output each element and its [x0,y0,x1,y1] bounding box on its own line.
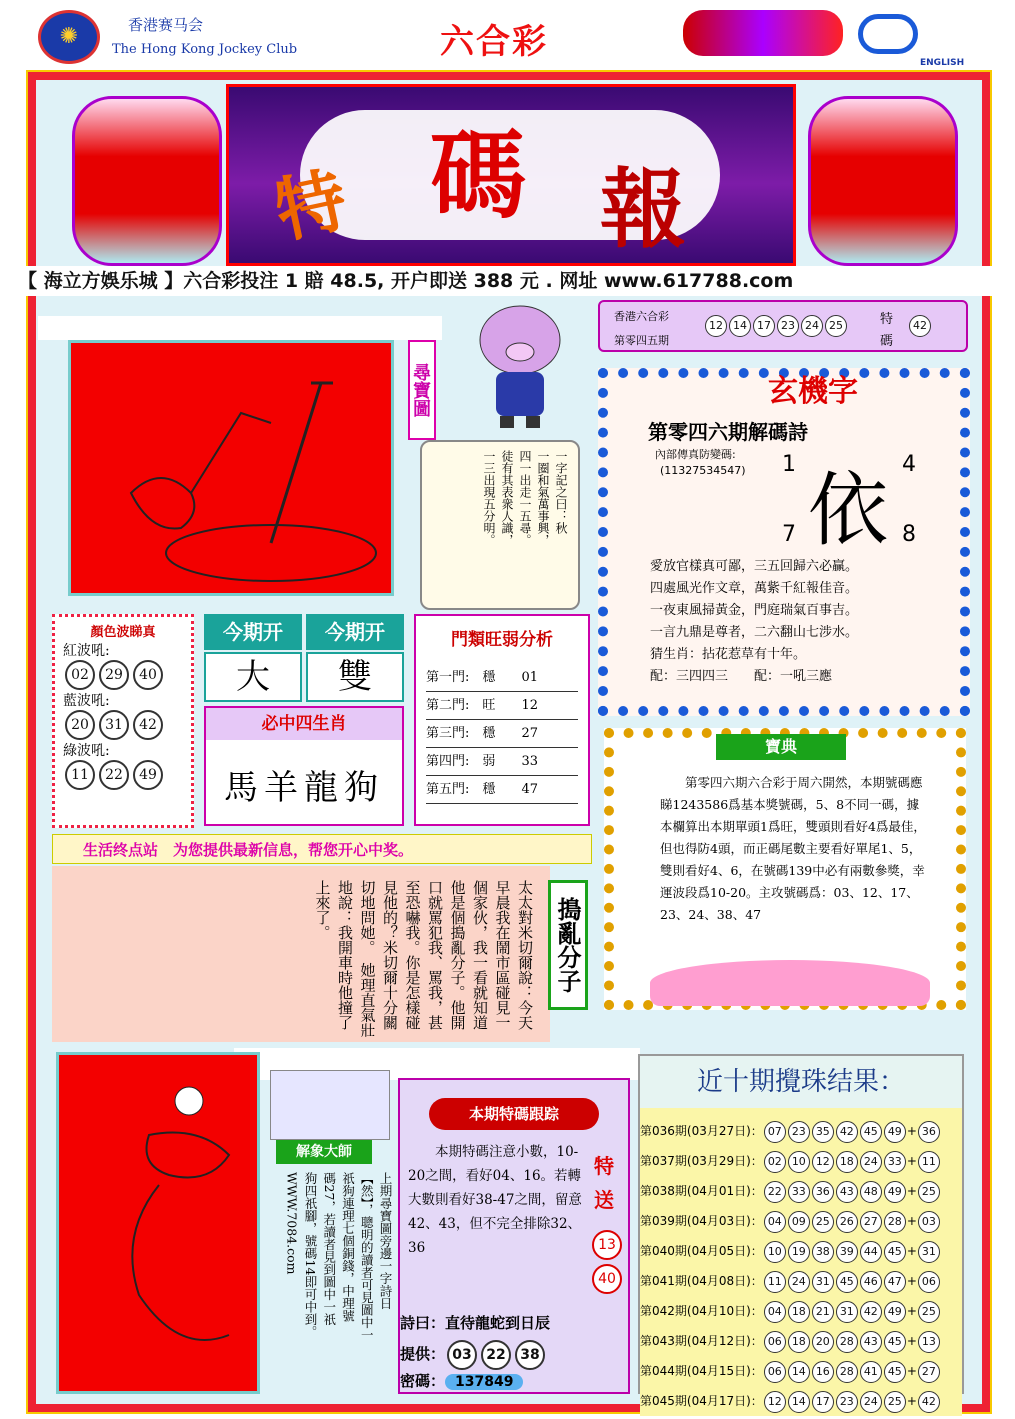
life-col: ：今天早晨我在鬧市 [493,880,534,1030]
recent-ball: 14 [788,1391,810,1413]
recent-row [640,1236,962,1266]
door-state: 穩 [482,670,496,685]
recent-ball: 39 [836,1241,858,1263]
life-side-title: 搗亂分子 [548,880,588,1010]
recent-ball: 02 [764,1151,786,1173]
recent-row [640,1296,962,1326]
recent-ball: 12 [812,1151,834,1173]
wave-label: 綠波吼: [63,743,110,759]
color-wave-panel [52,614,194,828]
life-banner-title: 生活终点站 [83,841,159,859]
recent-ball: 07 [764,1121,786,1143]
tracking-code-row [400,1370,523,1391]
scroll-line: 一圈和氣萬事興， [536,450,550,546]
recent-special-ball: 11 [918,1151,940,1173]
result-ball: 25 [825,315,847,337]
recent-ball: 35 [812,1121,834,1143]
recent-ball: 38 [812,1241,834,1263]
recent-issue: 第040期 [640,1244,687,1258]
recent-ball: 18 [788,1301,810,1323]
today-header-1: 今期开 [204,614,302,650]
treasure-book-title: 寶典 [716,734,846,760]
plus-sign: + [906,1214,917,1228]
lantern-left-icon [72,96,222,266]
mystery-num: 8 [902,522,916,547]
plus-sign: + [906,1304,917,1318]
zodiac-animal: 馬 [224,768,264,808]
zodiac-animal: 龍 [304,768,344,808]
life-col: 他的？米切爾十分關 [381,895,399,1030]
special-label1: 特 [880,312,894,327]
life-banner [52,834,592,864]
jiexiang-col: 祇狗連理七個銅錢，中理號 [340,1172,356,1322]
mystery-num: 7 [782,522,796,547]
recent-ball: 25 [884,1391,906,1413]
zodiac-animal: 羊 [264,768,304,808]
recent-ball: 48 [860,1181,882,1203]
recent-ball: 24 [860,1391,882,1413]
recent-ball: 04 [764,1211,786,1233]
recent-row [640,1176,962,1206]
mystery-poem [650,556,950,688]
plus-sign: + [906,1394,917,1408]
recent-ball: 10 [788,1151,810,1173]
recent-ball: 31 [812,1271,834,1293]
recent-row [640,1386,962,1416]
special-ball [908,314,932,337]
recent-ball: 16 [812,1361,834,1383]
jiexiang-col: 碼27，若讀者見到圖中一祇 [321,1172,337,1326]
recent-ball: 18 [788,1331,810,1353]
color-wave-title: 顏色波睇真 [90,625,156,640]
recent-ball: 11 [764,1271,786,1293]
banner-char-1: 特 [268,157,354,254]
code-value: 137849 [445,1374,523,1390]
plus-sign: + [906,1334,917,1348]
jiexiang-col: 狗四祇腳，號碼14即可中到。 [303,1172,318,1338]
wave-ball: 42 [133,710,163,740]
scroll-line: 一三出現五分明。 [482,450,496,546]
recent-date: (03月29日)： [686,1154,763,1168]
tracking-side-balls [590,1230,624,1294]
recent-ball: 42 [860,1301,882,1323]
door-name: 第五門: [426,782,470,797]
master-book-icon [270,1070,390,1140]
recent-row [640,1266,962,1296]
wave-ball: 40 [133,660,163,690]
recent-date: (04月08日)： [686,1274,763,1288]
recent-issue: 第043期 [640,1334,687,1348]
recent-row [640,1116,962,1146]
recent-issue: 第041期 [640,1274,687,1288]
poem-line: 愛放官樣真可鄙，三五回歸六必贏。 [650,559,859,574]
recent-ball: 17 [812,1391,834,1413]
recent-special-ball: 27 [918,1361,940,1383]
door-num: 33 [521,754,538,769]
recent-special-ball: 25 [918,1301,940,1323]
mystery-title: 玄機字 [768,374,858,409]
provide-label: 提供： [400,1345,446,1363]
recent-ball: 24 [860,1151,882,1173]
recent-ball: 33 [788,1181,810,1203]
recent-row [640,1146,962,1176]
recent-ball: 24 [788,1271,810,1293]
door-state: 穩 [482,726,496,741]
provide-ball: 38 [515,1340,545,1370]
plus-sign: + [906,1364,917,1378]
door-state: 弱 [482,754,496,769]
recent-ball: 31 [836,1301,858,1323]
today-value-1: 大 [204,652,302,702]
club-name-cn: 香港赛马会 [128,16,204,34]
recent-ball: 49 [884,1121,906,1143]
door-state: 穩 [482,782,496,797]
zodiac-panel [204,706,404,826]
zodiac-animals [206,760,402,809]
zodiac-animal: 狗 [344,768,384,808]
recent-ball: 27 [860,1211,882,1233]
recent-ball: 21 [812,1301,834,1323]
recent-ball: 43 [836,1181,858,1203]
wave-ball: 29 [99,660,129,690]
life-article [52,866,550,1042]
last-result-label2: 第零四五期 [614,334,669,347]
map-top-mask [38,316,442,340]
door-name: 第三門: [426,726,470,741]
recent-ball: 19 [788,1241,810,1263]
top-header [0,0,1015,72]
result-ball: 12 [705,315,727,337]
recent-row [640,1326,962,1356]
jiexiang-col: 上期尋寶圖旁邊一字詩日 [378,1172,393,1310]
wave-ball: 02 [65,660,95,690]
pei-2: 配：一吼三應 [754,669,833,684]
recent-ball: 28 [836,1361,858,1383]
crane-drawing-icon [71,343,391,593]
recent-ball: 36 [812,1181,834,1203]
recent-special-ball: 42 [918,1391,940,1413]
hkjc-logo-icon[interactable]: ✺ [38,10,100,64]
recent-ball: 14 [788,1361,810,1383]
poem-line: 四處風光作文章，萬紫千紅報佳音。 [650,581,859,596]
recent-ball: 06 [764,1361,786,1383]
life-col: 她理直氣壯地說 [336,880,377,1038]
door-name: 第四門: [426,754,470,769]
banner-char-2: 碼 [430,119,526,232]
life-col: 來了。 [313,895,332,940]
wave-ball: 49 [133,760,163,790]
banner-char-3: 報 [600,159,686,260]
recent-ball: 43 [860,1331,882,1353]
pig-mascot-icon [460,300,580,430]
mystery-num: 1 [782,452,796,477]
plus-sign: + [906,1244,917,1258]
recent-ball: 33 [884,1151,906,1173]
jiexiang-text [252,1172,394,1394]
scroll-line: 徒有其表衆人識， [500,450,514,546]
last-result-label1: 香港六合彩 [614,310,669,323]
recent-title: 近十期攪珠结果： [640,1056,962,1108]
poem-line: 一夜東風掃黃金，門庭瑞氣百事吉。 [650,603,859,618]
recent-date: (04月03日)： [686,1214,763,1228]
english-logo-icon[interactable] [858,14,918,54]
wave-label: 紅波吼: [63,643,110,659]
recent-ball: 18 [836,1151,858,1173]
life-col: 犯我、罵我，甚至恐 [403,880,444,1030]
life-banner-sub: 为您提供最新信息，帮您开心中奖。 [173,841,414,859]
life-col: 太太對米切爾說 [516,880,534,985]
recent-ball: 28 [884,1211,906,1233]
tracking-title: 本期特碼跟踪 [429,1098,599,1130]
treasure-book-text: 第零四六期六合彩于周六開然，本期號碼應睇1243586爲基本獎號碼，5、8不同一碼，據本欄算出本期單頭1爲旺，雙頭則看好4爲最佳，但也得防4頭，而正碼尾數主要看好單尾1、5，雙則看好4、6，在號碼139中必有兩數參獎，幸運波段爲10-20。主攻號碼爲：03、12、17、23、24、38、47 [660,775,926,922]
tracking-side-ball: 13 [592,1230,622,1260]
recent-ball: 45 [884,1241,906,1263]
life-col: ：我開車時他撞了上 [313,880,354,1030]
recent-date: (04月05日)： [686,1244,763,1258]
scroll-poem [420,440,580,610]
life-col: 切地問她。 [358,880,377,948]
bottom-map-image [56,1052,260,1394]
life-col: 亂分子。他開口就罵 [426,880,467,1030]
poem-line: 一言九鼎是尊者，二六翻山七涉水。 [650,625,859,640]
wave-ball: 22 [99,760,129,790]
door-num: 01 [521,670,538,685]
recent-row [640,1206,962,1236]
recent-ball: 20 [812,1331,834,1353]
scroll-line: 四一出走一五尋。 [518,450,532,546]
wave-ball: 31 [99,710,129,740]
recent-ball: 23 [788,1121,810,1143]
plus-sign: + [906,1154,917,1168]
recent-ball: 49 [884,1181,906,1203]
recent-date: (04月01日)： [686,1184,763,1198]
door-row [426,748,578,776]
brand-title[interactable]: 六合彩 [440,22,548,62]
plus-sign: + [906,1274,917,1288]
recent-issue: 第044期 [640,1364,687,1378]
life-col: 一看就知道他是個搗 [448,880,489,1030]
recent-issue: 第038期 [640,1184,687,1198]
result-ball: 23 [777,315,799,337]
recent-date: (04月12日)： [686,1334,763,1348]
tracking-poem: 詩曰：直待龍蛇到日辰 [400,1314,551,1332]
recent-special-ball: 31 [918,1241,940,1263]
life-col: 區碰見一個家伙，我 [471,880,512,1030]
recent-ball: 23 [836,1391,858,1413]
recent-ball: 45 [860,1121,882,1143]
recent-issue: 第045期 [640,1394,687,1408]
today-header-2: 今期开 [306,614,404,650]
tracking-side2: 送 [594,1188,614,1212]
special-number: 42 [909,315,931,337]
recent-date: (04月17日)： [686,1394,763,1408]
recent-issue: 第042期 [640,1304,687,1318]
recent-ball: 47 [884,1271,906,1293]
mystery-big-char: 依 [808,464,888,557]
mystery-num: 4 [902,452,916,477]
last-result-panel [598,300,968,352]
inside-code: (11327534547) [660,464,746,477]
ad-banner[interactable]: 【 海立方娛乐城 】六合彩投注 1 賠 48.5, 开户即送 388 元 . 网址 www.617788.com [18,266,1008,296]
recent-results-panel [638,1054,964,1408]
club-name-en: The Hong Kong Jockey Club [112,42,298,57]
recent-ball: 44 [860,1241,882,1263]
recent-ball: 45 [884,1331,906,1353]
tracking-panel [398,1078,630,1394]
recent-row [640,1356,962,1386]
tracking-side-ball: 40 [592,1264,622,1294]
wave-ball: 20 [65,710,95,740]
recent-ball: 12 [764,1391,786,1413]
code-label: 密碼： [400,1372,446,1390]
door-name: 第二門: [426,698,470,713]
door-title: 門類旺弱分析 [451,630,553,650]
jiexiang-col: 【然】，聰明的讀者可見圖中一 [359,1172,375,1341]
lotus-icon [650,960,930,1006]
recent-date: (04月15日)： [686,1364,763,1378]
tracking-provide [400,1340,547,1370]
door-state: 旺 [482,698,496,713]
recent-ball: 06 [764,1331,786,1353]
recent-ball: 46 [860,1271,882,1293]
recent-ball: 22 [764,1181,786,1203]
provide-ball: 22 [481,1340,511,1370]
recent-ball: 49 [884,1301,906,1323]
recent-issue: 第039期 [640,1214,687,1228]
recent-ball: 10 [764,1241,786,1263]
dog-drawing-icon [59,1055,259,1391]
recent-ball: 45 [884,1361,906,1383]
plus-sign: + [906,1184,917,1198]
recent-ball: 41 [860,1361,882,1383]
provide-ball: 03 [447,1340,477,1370]
recent-ball: 04 [764,1301,786,1323]
door-num: 27 [521,726,538,741]
english-link[interactable]: ENGLISH [920,58,965,68]
life-text [311,880,536,1040]
door-row [426,720,578,748]
recent-ball: 26 [836,1211,858,1233]
door-num: 12 [521,698,538,713]
recent-special-ball: 03 [918,1211,940,1233]
special-label2: 碼 [880,334,894,349]
poem-line: 猜生肖：拈花惹草有十年。 [650,647,807,662]
door-analysis-panel [414,614,590,826]
treasure-map-image [68,340,394,596]
today-value-2: 雙 [306,652,404,702]
door-name: 第一門: [426,670,470,685]
wave-label: 藍波吼: [63,693,110,709]
door-row [426,776,578,804]
tracking-side1: 特 [594,1154,614,1178]
zodiac-title: 必中四生肖 [206,708,402,740]
tracking-text: 本期特碼注意小數，10-20之間，看好04、16。若轉大數則看好38-47之間，留意42、43，但不完全排除32、36 [408,1144,582,1256]
recent-issue: 第036期 [640,1124,687,1138]
today-panel [204,614,404,704]
recent-rows [640,1108,962,1416]
recent-special-ball: 13 [918,1331,940,1353]
horses-icon [683,10,843,56]
pei-1: 配：三四四三 [650,669,729,684]
jiexiang-col[interactable]: WWW.7084.com [284,1172,300,1275]
scroll-title: 一字記之曰：秋 [554,450,568,534]
door-row [426,692,578,720]
recent-date: (04月10日)： [686,1304,763,1318]
wave-ball: 11 [65,760,95,790]
recent-special-ball: 06 [918,1271,940,1293]
recent-issue: 第037期 [640,1154,687,1168]
recent-ball: 28 [836,1331,858,1353]
inside-code-label: 內部傳真防變碼: [655,448,736,461]
recent-ball: 09 [788,1211,810,1233]
treasure-map-label: 尋寶圖 [408,340,436,440]
plus-sign: + [906,1124,917,1138]
door-num: 47 [521,782,538,797]
door-row [426,664,578,692]
recent-special-ball: 36 [918,1121,940,1143]
lantern-right-icon [808,96,958,266]
last-result-balls [704,314,848,337]
jiexiang-title: 解象大師 [276,1140,372,1164]
result-ball: 24 [801,315,823,337]
result-ball: 14 [729,315,751,337]
recent-date: (03月27日)： [686,1124,763,1138]
poem-title: 第零四六期解碼詩 [648,420,808,444]
result-ball: 17 [753,315,775,337]
recent-ball: 25 [812,1211,834,1233]
life-col: 嚇我。你是怎樣碰見 [381,880,422,1030]
recent-ball: 45 [836,1271,858,1293]
recent-ball: 42 [836,1121,858,1143]
recent-special-ball: 25 [918,1181,940,1203]
